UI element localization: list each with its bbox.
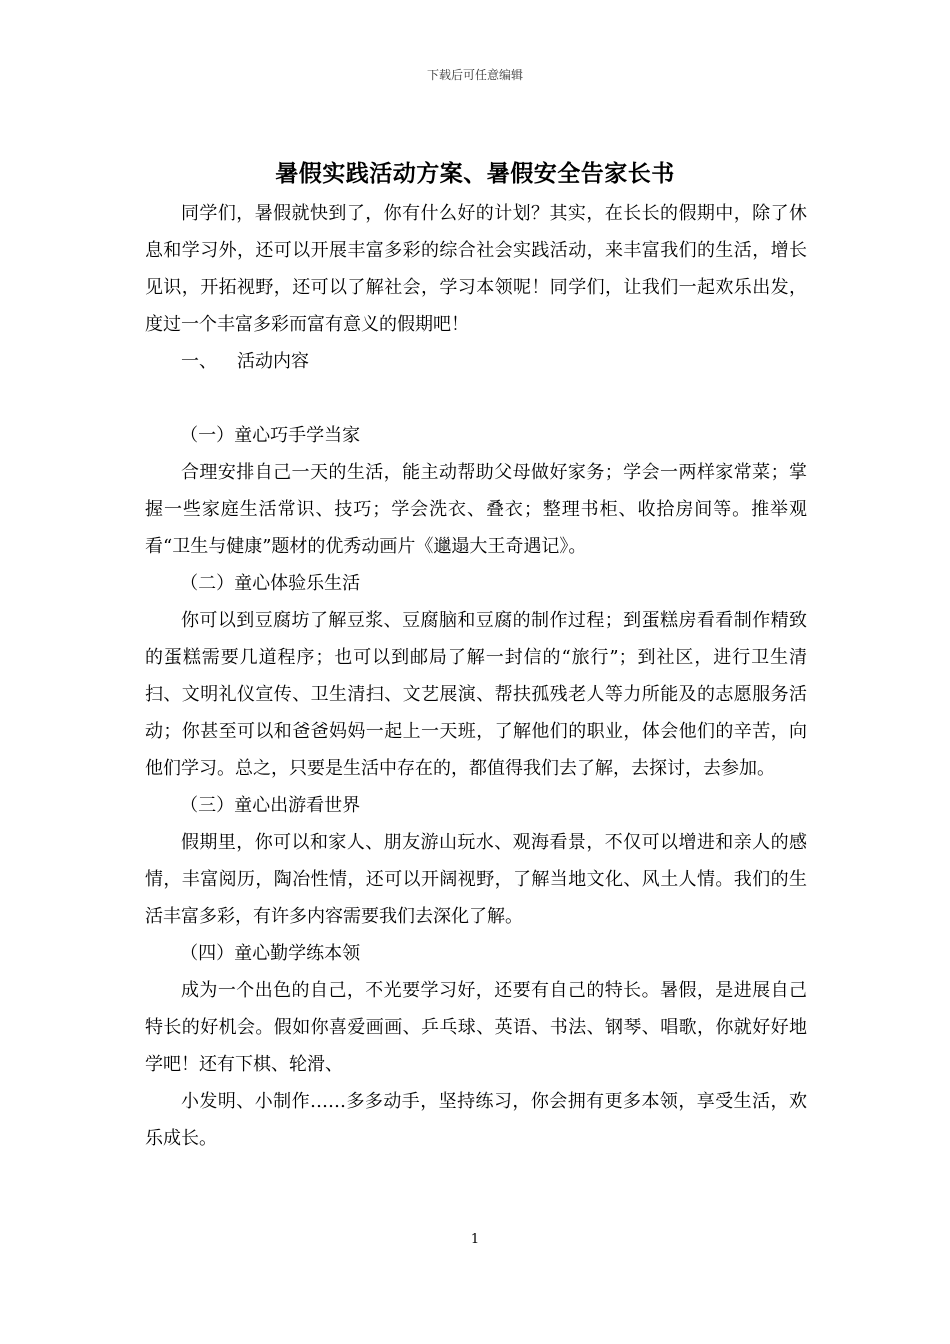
subsection-4-paragraph-1: 成为一个出色的自己，不光要学习好，还要有自己的特长。暑假，是进展自己特长的好机会。假如你喜爱画画、乒乓球、英语、书法、钢琴、唱歌，你就好好地学吧！还有下棋、轮滑、: [145, 980, 807, 1075]
section-title: 活动内容: [237, 351, 309, 372]
subsection-heading-2: （二）童心体验乐生活: [180, 573, 361, 594]
document-title: 暑假实践活动方案、暑假安全告家长书: [275, 160, 675, 187]
document-body: [145, 195, 807, 1157]
section-number: 一、: [181, 351, 217, 372]
header-note: 下载后可任意编辑: [426, 68, 523, 82]
intro-paragraph: 同学们，暑假就快到了，你有什么好的计划？其实，在长长的假期中，除了休息和学习外，还可以开展丰富多彩的综合社会实践活动，来丰富我们的生活，增长见识，开拓视野，还可以了解社会，学习本领呢！同学们，让我们一起欢乐出发，度过一个丰富多彩而富有意义的假期吧！: [145, 203, 807, 335]
subsection-heading-1: （一）童心巧手学当家: [180, 425, 361, 446]
subsection-1-paragraph: 合理安排自己一天的生活，能主动帮助父母做好家务；学会一两样家常菜；掌握一些家庭生活常识、技巧；学会洗衣、叠衣；整理书柜、收拾房间等。推举观看“卫生与健康”题材的优秀动画片《邋遢大王奇遇记》。: [145, 462, 807, 557]
blank-line: [145, 380, 807, 417]
subsection-heading-4: （四）童心勤学练本领: [180, 943, 361, 964]
section-heading-activities: [145, 343, 807, 380]
subsection-2-paragraph: 你可以到豆腐坊了解豆浆、豆腐脑和豆腐的制作过程；到蛋糕房看看制作精致的蛋糕需要几道程序；也可以到邮局了解一封信的“旅行”；到社区，进行卫生清扫、文明礼仪宣传、卫生清扫、文艺展演、帮扶孤残老人等力所能及的志愿服务活动；你甚至可以和爸爸妈妈一起上一天班，了解他们的职业，体会他们的辛苦，向他们学习。总之，只要是生活中存在的，都值得我们去了解，去探讨，去参加。: [145, 610, 807, 779]
subsection-3-paragraph: 假期里，你可以和家人、朋友游山玩水、观海看景，不仅可以增进和亲人的感情，丰富阅历，陶冶性情，还可以开阔视野，了解当地文化、风土人情。我们的生活丰富多彩，有许多内容需要我们去深化了解。: [145, 832, 807, 927]
subsection-heading-3: （三）童心出游看世界: [180, 795, 361, 816]
subsection-4-paragraph-2: 小发明、小制作……多多动手，坚持练习，你会拥有更多本领，享受生活，欢乐成长。: [145, 1091, 807, 1149]
page-number: 1: [470, 1232, 480, 1247]
